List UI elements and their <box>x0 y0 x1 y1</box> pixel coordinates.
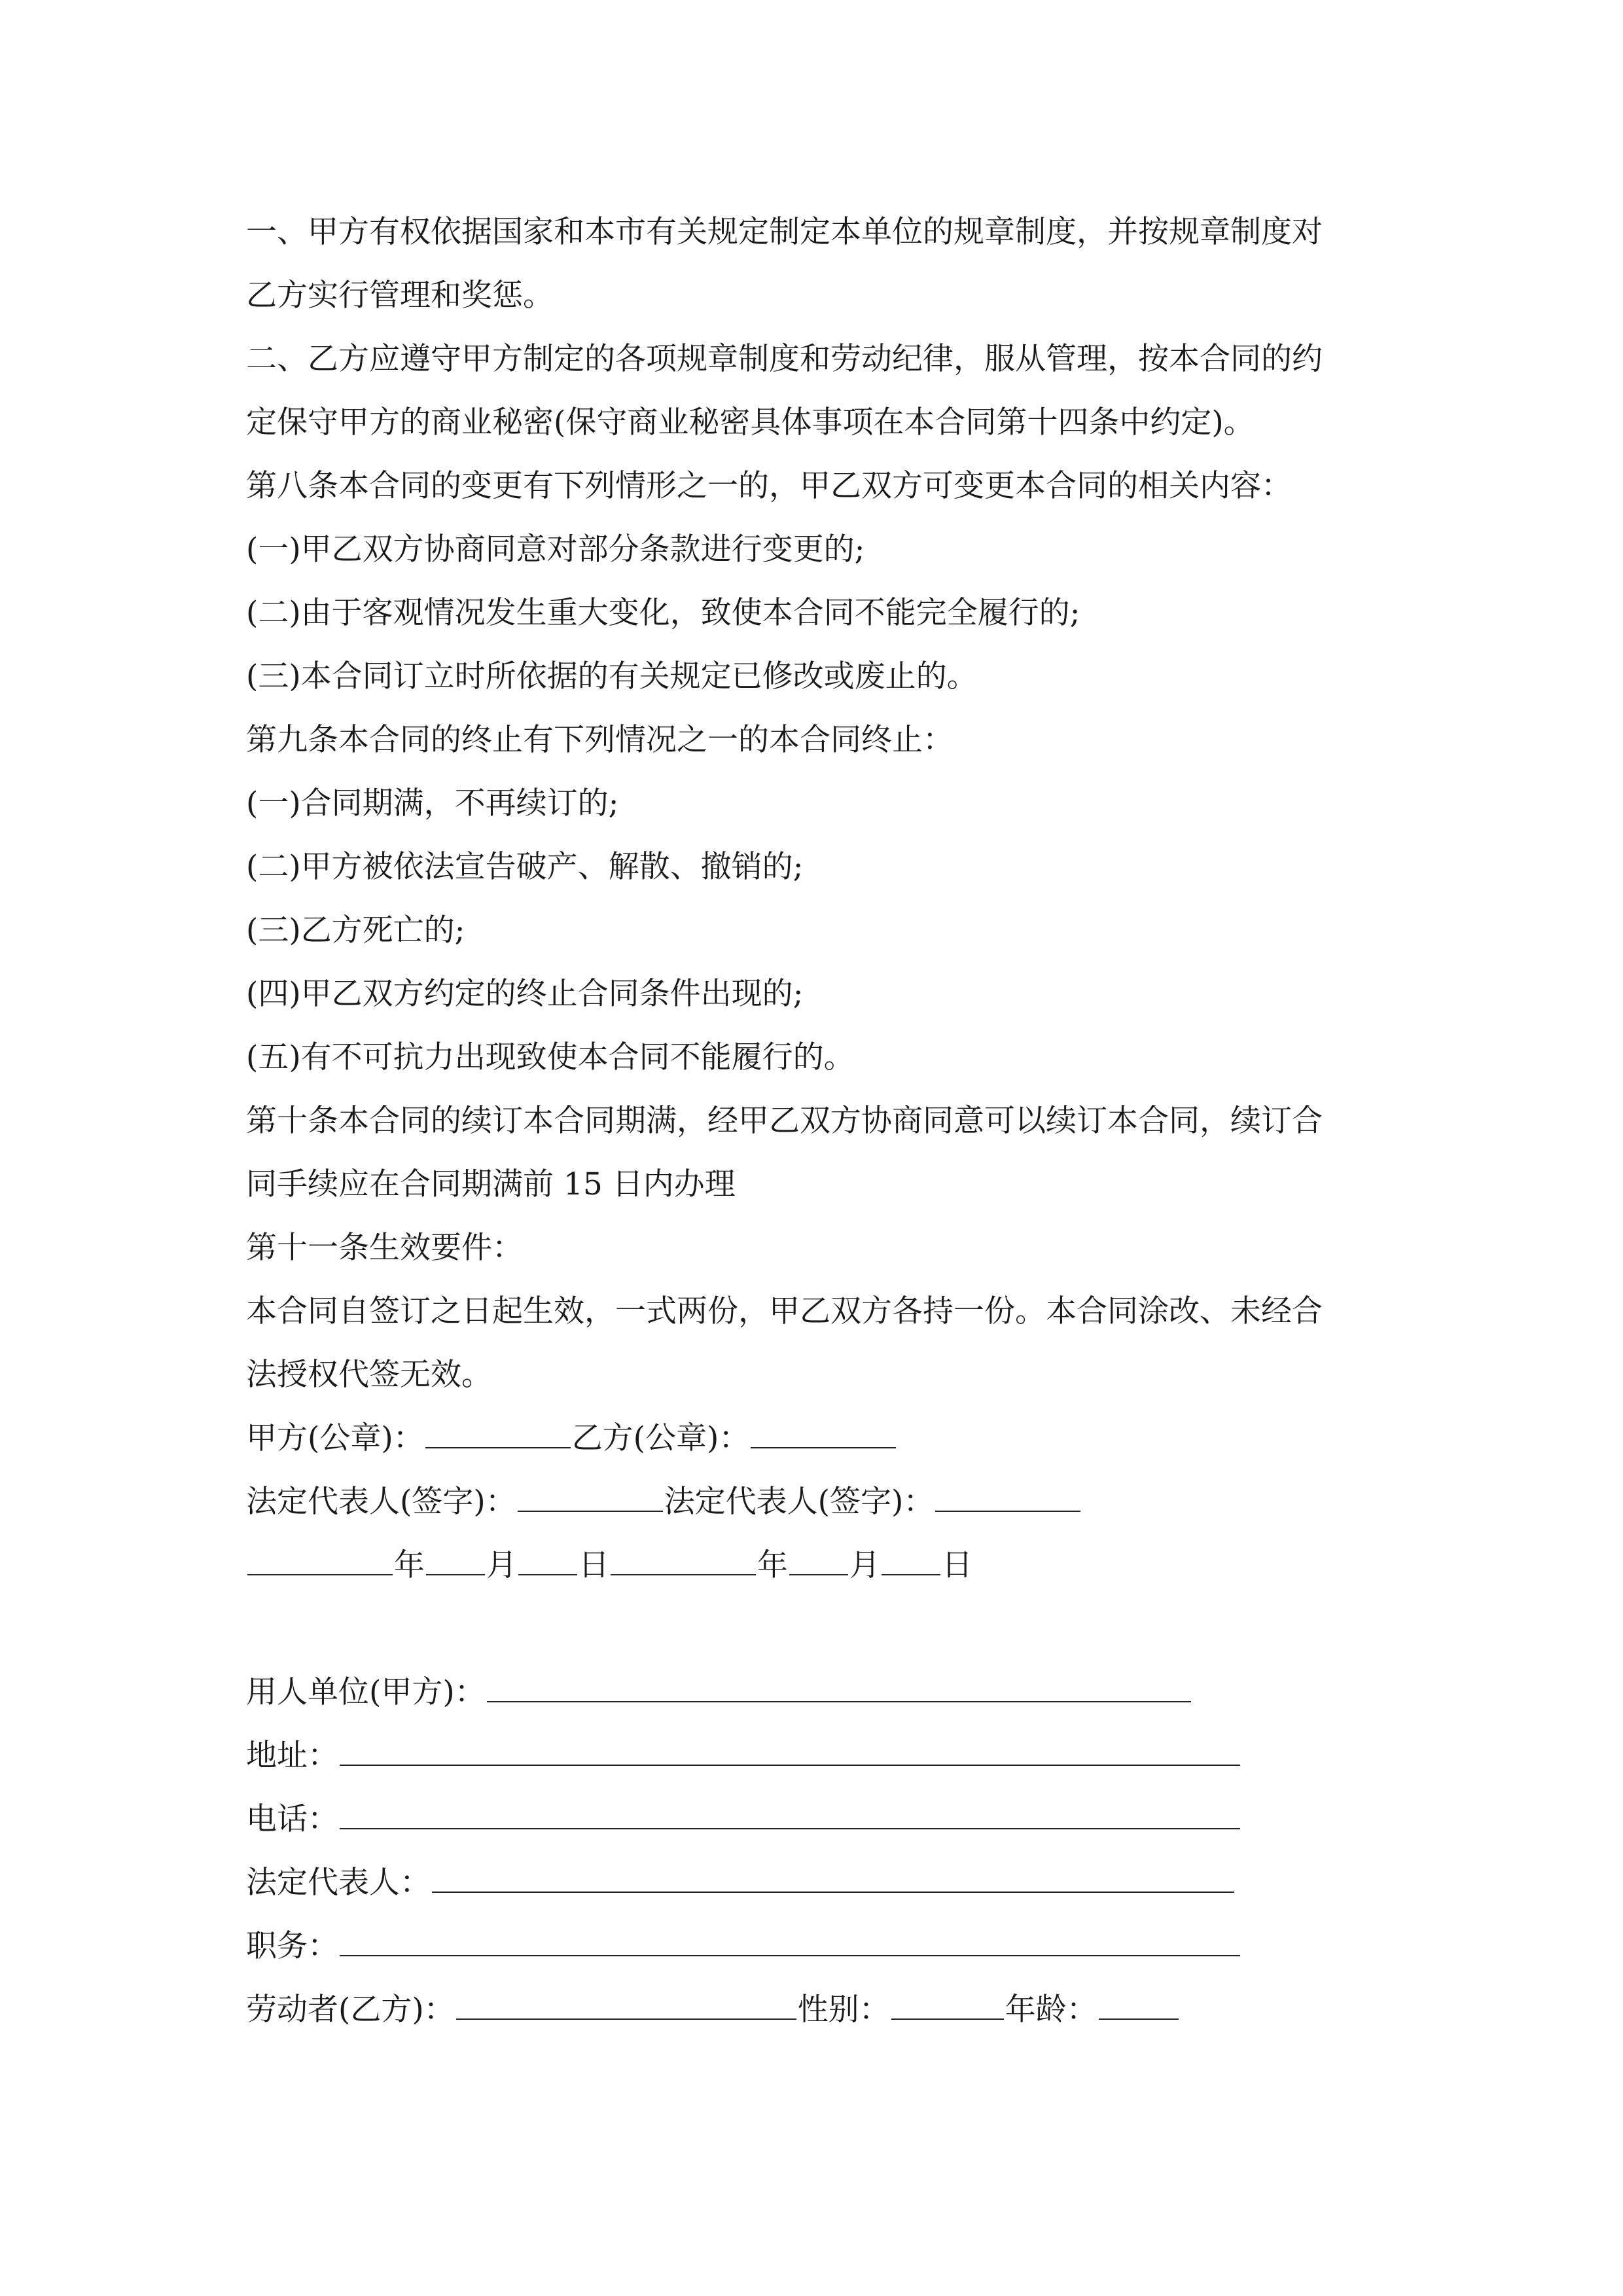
spacer <box>246 1597 1385 1660</box>
legal-rep-line <box>246 1851 1385 1914</box>
address-line <box>246 1724 1385 1787</box>
phone-field[interactable] <box>340 1808 1240 1829</box>
party-b-seal-field[interactable] <box>751 1427 896 1448</box>
worker-line <box>246 1978 1385 2041</box>
article-8-heading: 第八条本合同的变更有下列情形之一的，甲乙双方可变更本合同的相关内容： <box>246 468 1292 504</box>
employer-line <box>246 1660 1385 1724</box>
month-a-field[interactable] <box>426 1554 485 1575</box>
employer-field[interactable] <box>487 1681 1191 1702</box>
month-b-field[interactable] <box>789 1554 848 1575</box>
day-label: 日 <box>942 1547 972 1583</box>
text-line: (四)甲乙双方约定的终止合同条件出现的; <box>246 976 804 1012</box>
text-line: 定保守甲方的商业秘密(保守商业秘密具体事项在本合同第十四条中约定)。 <box>246 404 1255 440</box>
article-9-heading: 第九条本合同的终止有下列情况之一的本合同终止： <box>246 722 954 758</box>
day-label: 日 <box>579 1547 609 1583</box>
article-10-heading: 第十条本合同的续订本合同期满，经甲乙双方协商同意可以续订本合同，续订合 <box>246 1103 1323 1139</box>
legal-rep-signature-line <box>246 1470 1385 1534</box>
gender-label: 性别： <box>797 1992 890 2028</box>
day-b-field[interactable] <box>882 1554 940 1575</box>
legal-rep-a-field[interactable] <box>518 1491 663 1512</box>
phone-line <box>246 1787 1385 1851</box>
year-a-field[interactable] <box>247 1554 393 1575</box>
position-label: 职务： <box>246 1928 338 1964</box>
party-b-seal-label: 乙方(公章)： <box>571 1420 750 1456</box>
month-label: 月 <box>486 1547 517 1583</box>
seal-line <box>246 1407 1385 1470</box>
text-line: 法授权代签无效。 <box>246 1357 492 1393</box>
contract-body <box>246 200 1385 2041</box>
address-label: 地址： <box>246 1738 338 1774</box>
gender-field[interactable] <box>891 1999 1004 2020</box>
year-b-field[interactable] <box>611 1554 756 1575</box>
text-line: (五)有不可抗力出现致使本合同不能履行的。 <box>246 1039 855 1075</box>
legal-rep-a-label: 法定代表人(签字)： <box>246 1484 516 1520</box>
text-line: 乙方实行管理和奖惩。 <box>246 278 554 314</box>
legal-rep-b-label: 法定代表人(签字)： <box>664 1484 935 1520</box>
text-line: 本合同自签订之日起生效，一式两份，甲乙双方各持一份。本合同涂改、未经合 <box>246 1293 1323 1329</box>
article-11-heading: 第十一条生效要件： <box>246 1230 523 1266</box>
legal-rep-b-field[interactable] <box>935 1491 1080 1512</box>
text-line: (一)甲乙双方协商同意对部分条款进行变更的; <box>246 531 865 567</box>
party-a-seal-field[interactable] <box>425 1427 571 1448</box>
position-field[interactable] <box>340 1935 1240 1956</box>
text-line: 同手续应在合同期满前 15 日内办理 <box>246 1166 736 1202</box>
age-field[interactable] <box>1099 1999 1179 2020</box>
year-label: 年 <box>757 1547 788 1583</box>
worker-label: 劳动者(乙方)： <box>246 1992 455 2028</box>
legal-rep-label: 法定代表人： <box>246 1865 431 1901</box>
date-line <box>246 1534 1385 1597</box>
day-a-field[interactable] <box>518 1554 577 1575</box>
legal-rep-field[interactable] <box>432 1872 1234 1893</box>
month-label: 月 <box>849 1547 880 1583</box>
employer-label: 用人单位(甲方)： <box>246 1674 486 1710</box>
text-line: (三)本合同订立时所依据的有关规定已修改或废止的。 <box>246 658 978 694</box>
text-line: (二)由于客观情况发生重大变化，致使本合同不能完全履行的; <box>246 595 1080 631</box>
text-line: 二、乙方应遵守甲方制定的各项规章制度和劳动纪律，服从管理，按本合同的约 <box>246 341 1323 377</box>
text-line: (二)甲方被依法宣告破产、解散、撤销的; <box>246 849 804 885</box>
worker-field[interactable] <box>456 1999 796 2020</box>
address-field[interactable] <box>340 1745 1240 1766</box>
age-label: 年龄： <box>1005 1992 1097 2028</box>
year-label: 年 <box>394 1547 425 1583</box>
text-line: 一、甲方有权依据国家和本市有关规定制定本单位的规章制度，并按规章制度对 <box>246 214 1323 250</box>
phone-label: 电话： <box>246 1801 338 1837</box>
party-a-seal-label: 甲方(公章)： <box>246 1420 424 1456</box>
position-line <box>246 1914 1385 1978</box>
text-line: (一)合同期满，不再续订的; <box>246 785 619 821</box>
text-line: (三)乙方死亡的; <box>246 912 465 948</box>
